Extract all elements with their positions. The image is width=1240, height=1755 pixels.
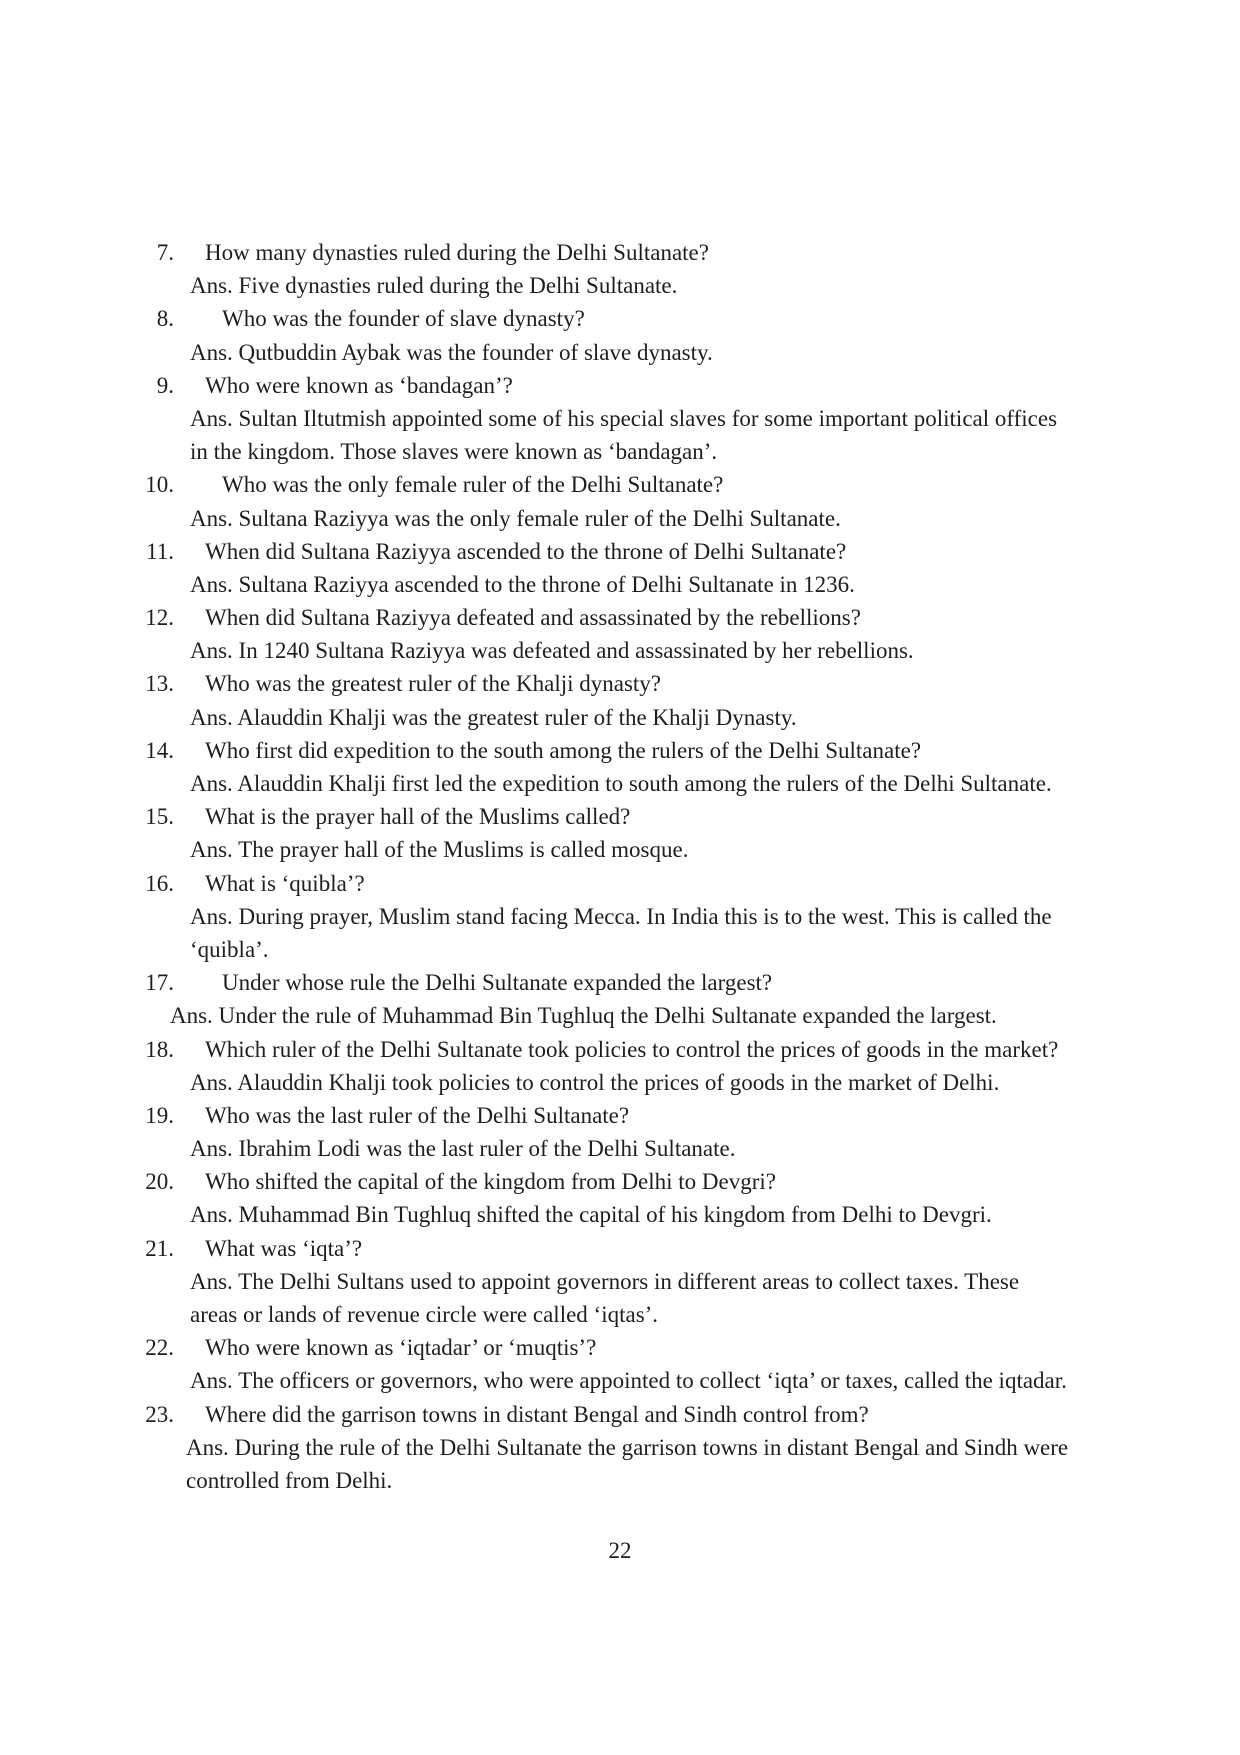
answer-row xyxy=(0,1066,1240,1099)
question-row xyxy=(0,1033,1240,1066)
question-number: 11. xyxy=(146,538,174,564)
question-text: Which ruler of the Delhi Sultanate took policies to control the prices of goods in the market? xyxy=(205,1036,1059,1062)
question-text: Who were known as ‘bandagan’? xyxy=(205,372,513,398)
page-number: 22 xyxy=(608,1538,632,1563)
answer-row xyxy=(0,1132,1240,1165)
question-number: 14. xyxy=(145,737,174,763)
question-text: Who was the last ruler of the Delhi Sultanate? xyxy=(205,1102,630,1128)
answer-row xyxy=(0,1198,1240,1231)
answer-text: ‘quibla’. xyxy=(190,936,269,962)
question-row xyxy=(0,1232,1240,1265)
question-row xyxy=(0,1398,1240,1431)
question-number: 10. xyxy=(145,472,174,498)
question-number: 21. xyxy=(145,1235,174,1261)
answer-text: Ans. Muhammad Bin Tughluq shifted the capital of his kingdom from Delhi to Devgri. xyxy=(190,1202,992,1228)
answer-row xyxy=(0,900,1240,933)
question-row xyxy=(0,1165,1240,1198)
question-row xyxy=(0,302,1240,335)
answer-text: Ans. Alauddin Khalji was the greatest ruler of the Khalji Dynasty. xyxy=(190,704,797,730)
question-number: 18. xyxy=(145,1036,174,1062)
answer-text: Ans. Sultana Raziyya ascended to the throne of Delhi Sultanate in 1236. xyxy=(190,571,855,597)
question-row xyxy=(0,800,1240,833)
question-text: Who shifted the capital of the kingdom from Delhi to Devgri? xyxy=(205,1169,777,1195)
answer-text: Ans. Under the rule of Muhammad Bin Tughluq the Delhi Sultanate expanded the largest. xyxy=(170,1003,997,1029)
answer-row xyxy=(0,833,1240,866)
answer-text: controlled from Delhi. xyxy=(186,1467,393,1493)
answer-row xyxy=(0,634,1240,667)
question-answer-list xyxy=(0,236,1240,1497)
question-number: 17. xyxy=(145,970,174,996)
answer-row xyxy=(0,767,1240,800)
question-row xyxy=(0,867,1240,900)
answer-row xyxy=(0,269,1240,302)
question-text: Who was the founder of slave dynasty? xyxy=(222,306,585,332)
question-text: When did Sultana Raziyya ascended to the throne of Delhi Sultanate? xyxy=(205,538,847,564)
question-row xyxy=(0,369,1240,402)
answer-row xyxy=(0,568,1240,601)
question-text: Who was the greatest ruler of the Khalji dynasty? xyxy=(205,671,662,697)
question-number: 9. xyxy=(156,372,174,398)
question-text: What is ‘quibla’? xyxy=(205,870,365,896)
answer-text: Ans. Ibrahim Lodi was the last ruler of the Delhi Sultanate. xyxy=(190,1136,736,1162)
question-row xyxy=(0,468,1240,501)
answer-text: Ans. The officers or governors, who were appointed to collect ‘iqta’ or taxes, called the iqtadar. xyxy=(190,1368,1067,1394)
answer-text: Ans. Alauddin Khalji first led the expedition to south among the rulers of the Delhi Sultanate. xyxy=(190,771,1052,796)
question-text: How many dynasties ruled during the Delhi Sultanate? xyxy=(205,240,709,265)
question-row xyxy=(0,667,1240,700)
answer-row xyxy=(0,999,1240,1032)
question-text: Where did the garrison towns in distant Bengal and Sindh control from? xyxy=(205,1401,869,1427)
question-text: Under whose rule the Delhi Sultanate expanded the largest? xyxy=(222,970,773,996)
answer-row xyxy=(0,1364,1240,1397)
question-row xyxy=(0,1331,1240,1364)
answer-row xyxy=(0,1431,1240,1464)
answer-text: in the kingdom. Those slaves were known as ‘bandagan’. xyxy=(190,439,718,465)
answer-text: Ans. Qutbuddin Aybak was the founder of slave dynasty. xyxy=(190,339,713,365)
answer-row xyxy=(0,933,1240,966)
question-number: 12. xyxy=(145,605,174,631)
answer-row xyxy=(0,336,1240,369)
question-row xyxy=(0,966,1240,999)
question-number: 13. xyxy=(145,671,174,697)
answer-row xyxy=(0,502,1240,535)
question-text: Who first did expedition to the south among the rulers of the Delhi Sultanate? xyxy=(205,737,922,763)
answer-row xyxy=(0,402,1240,435)
answer-text: Ans. In 1240 Sultana Raziyya was defeated and assassinated by her rebellions. xyxy=(190,638,914,664)
question-text: What is the prayer hall of the Muslims called? xyxy=(205,804,631,830)
answer-row xyxy=(0,1265,1240,1298)
question-number: 19. xyxy=(145,1102,174,1128)
answer-text: Ans. Sultana Raziyya was the only female ruler of the Delhi Sultanate. xyxy=(190,505,841,531)
question-number: 8. xyxy=(156,306,174,332)
answer-text: areas or lands of revenue circle were called ‘iqtas’. xyxy=(190,1302,659,1327)
answer-text: Ans. Five dynasties ruled during the Delhi Sultanate. xyxy=(190,273,678,299)
answer-row xyxy=(0,701,1240,734)
question-text: Who was the only female ruler of the Delhi Sultanate? xyxy=(222,472,724,498)
question-number: 16. xyxy=(145,870,174,896)
question-number: 7. xyxy=(156,240,174,265)
question-number: 20. xyxy=(145,1169,174,1195)
answer-text: Ans. During prayer, Muslim stand facing Mecca. In India this is to the west. This is called the xyxy=(190,903,1052,929)
question-number: 22. xyxy=(145,1335,174,1361)
question-text: What was ‘iqta’? xyxy=(205,1235,363,1261)
answer-row xyxy=(0,1298,1240,1331)
answer-text: Ans. Sultan Iltutmish appointed some of his special slaves for some important political offices xyxy=(190,405,1058,431)
question-number: 23. xyxy=(145,1401,174,1427)
answer-text: Ans. The Delhi Sultans used to appoint governors in different areas to collect taxes. These xyxy=(190,1268,1020,1294)
question-row xyxy=(0,601,1240,634)
question-text: When did Sultana Raziyya defeated and assassinated by the rebellions? xyxy=(205,605,861,631)
question-text: Who were known as ‘iqtadar’ or ‘muqtis’? xyxy=(205,1335,597,1361)
answer-text: Ans. Alauddin Khalji took policies to control the prices of goods in the market of Delhi. xyxy=(190,1069,1000,1095)
question-row xyxy=(0,535,1240,568)
question-row xyxy=(0,1099,1240,1132)
question-row xyxy=(0,236,1240,269)
answer-text: Ans. The prayer hall of the Muslims is called mosque. xyxy=(190,837,689,863)
answer-row xyxy=(0,435,1240,468)
question-row xyxy=(0,734,1240,767)
answer-text: Ans. During the rule of the Delhi Sultanate the garrison towns in distant Bengal and Sindh were xyxy=(186,1434,1069,1460)
question-number: 15. xyxy=(145,804,174,830)
answer-row xyxy=(0,1464,1240,1497)
